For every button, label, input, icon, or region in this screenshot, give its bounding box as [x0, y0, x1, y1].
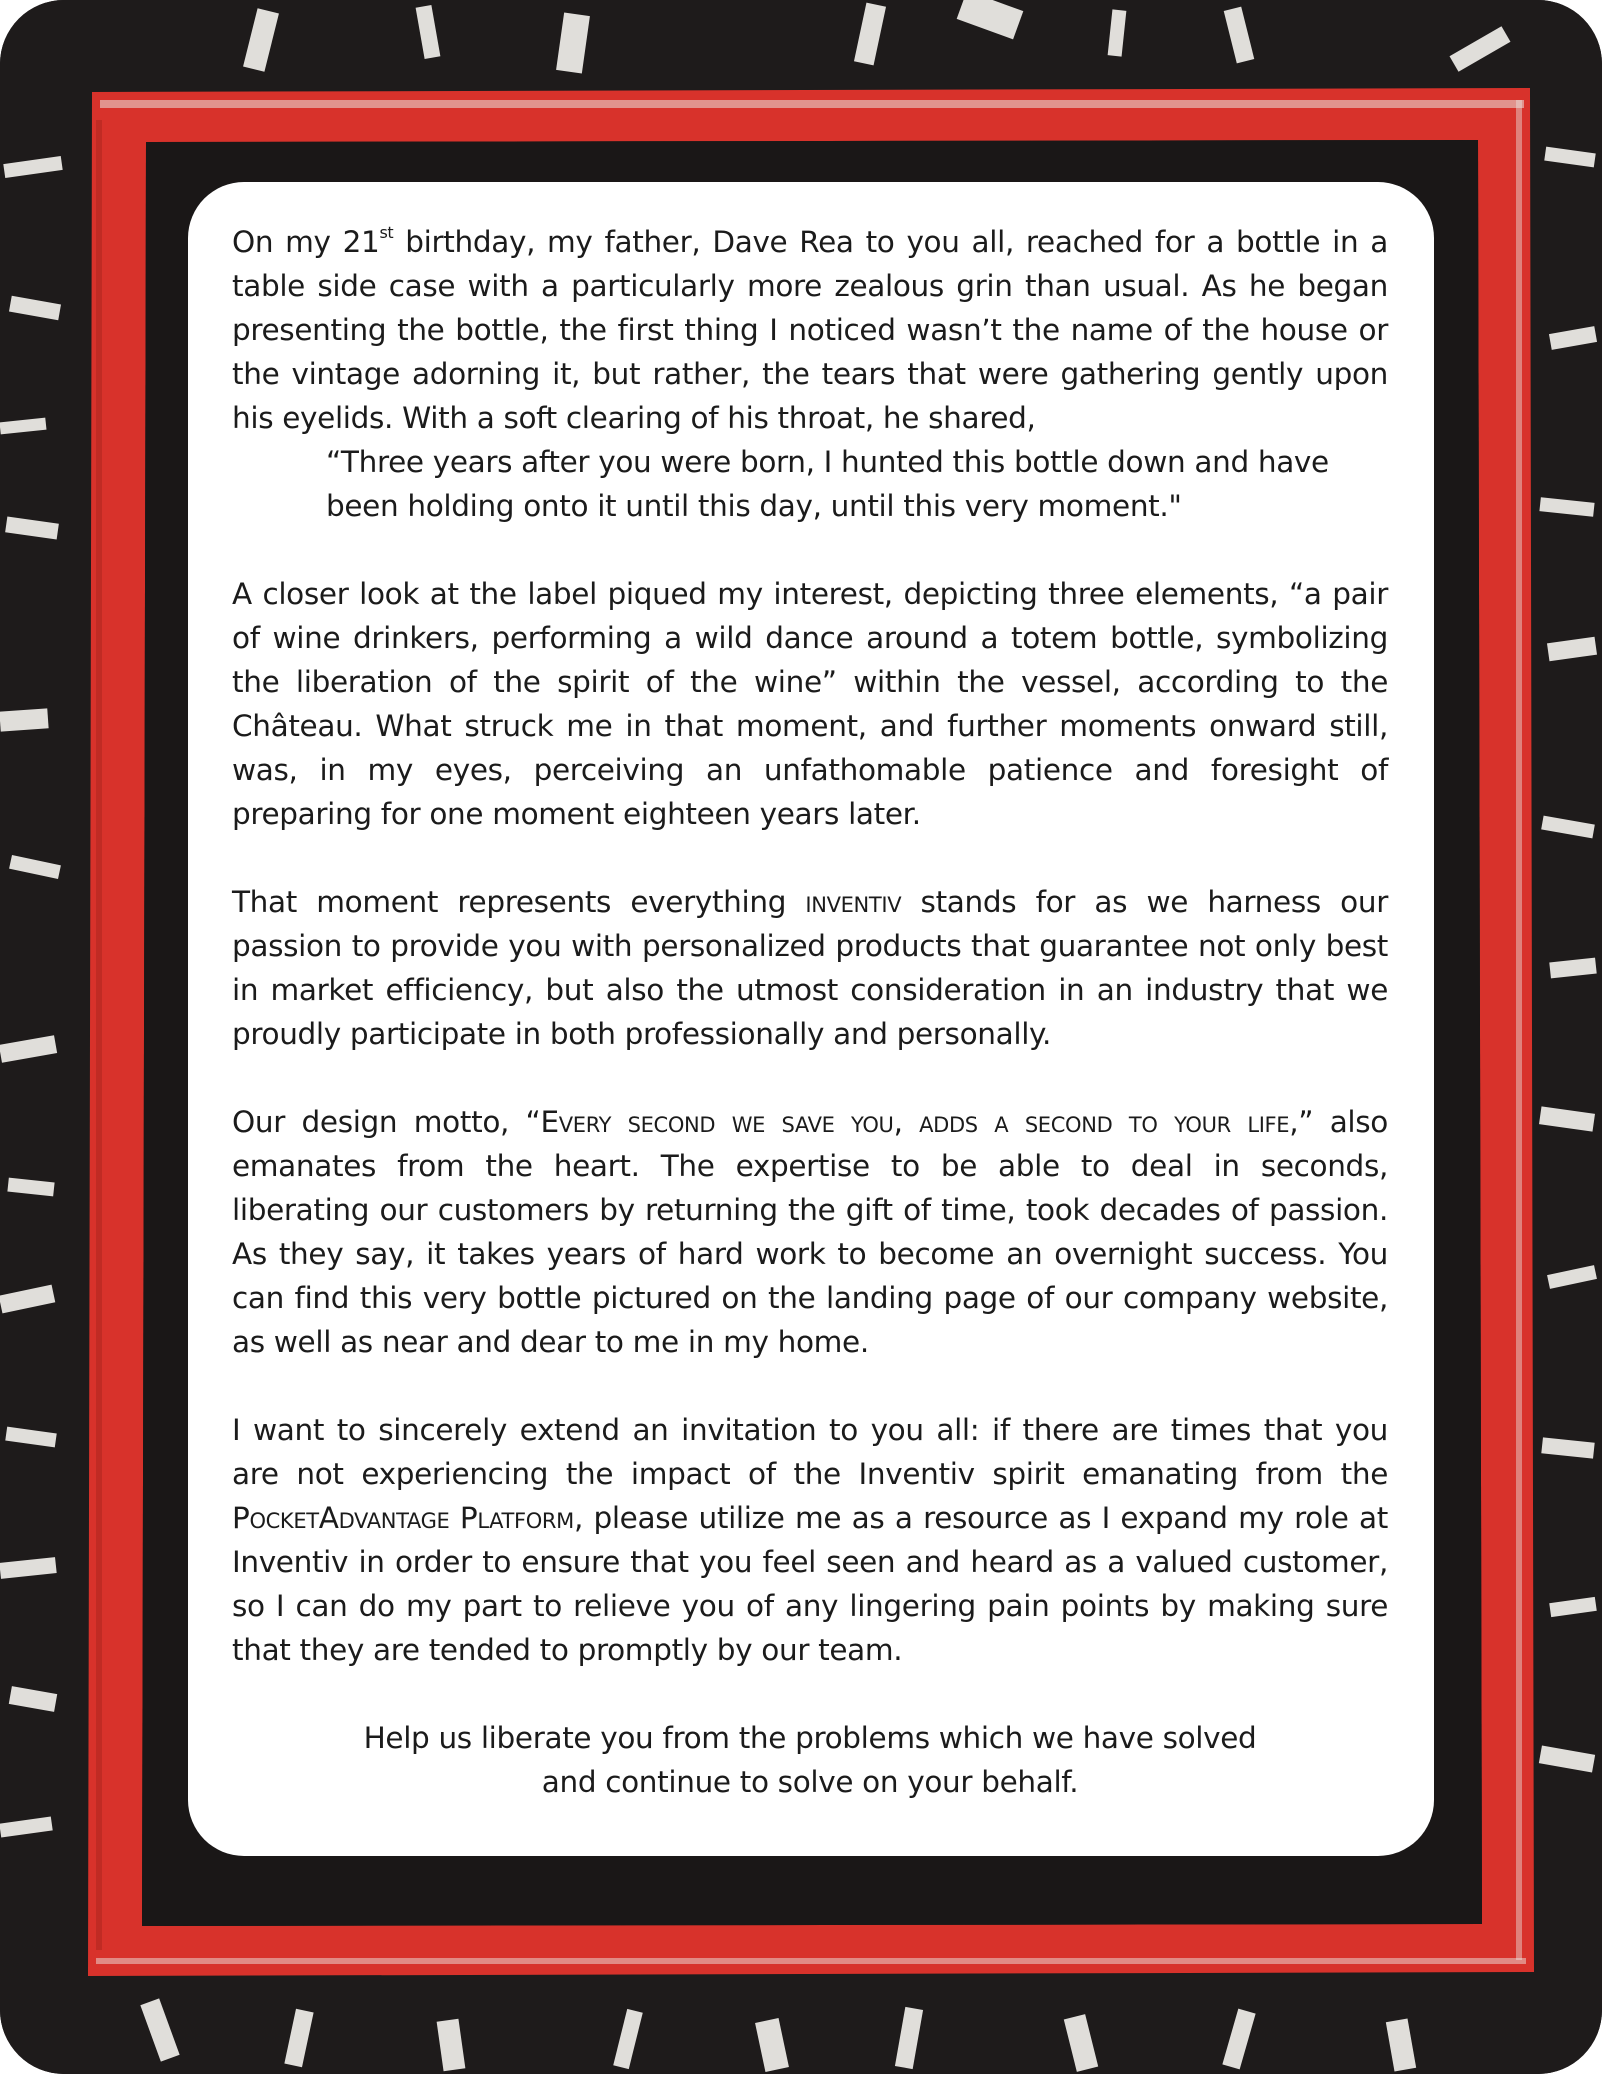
closing-line-1: Help us liberate you from the problems which we have solved — [363, 1721, 1257, 1755]
letter-card — [188, 182, 1434, 1856]
paragraph-motto-rest: ” also emanates from the heart. The expertise to be able to deal in seconds, liberating our customers by returning the gift of time, took decades of passion. As they say, it takes years of hard work to become an overnight success. You can find this very bottle pictured on the landing page of our company website, as well as near and dear to me in my home. — [232, 1105, 1388, 1359]
closing-line-2: and continue to solve on your behalf. — [541, 1765, 1079, 1799]
paragraph-birthday — [232, 220, 1388, 440]
platform-name: PocketAdvantage Platform — [232, 1501, 574, 1535]
paragraph-birthday-start: On my 21 — [232, 225, 380, 259]
closing-statement — [232, 1716, 1388, 1804]
paragraph-invitation-start: I want to sincerely extend an invitation to you all: if there are times that you are not experiencing the impact of the Inventiv spirit emanating from the — [232, 1413, 1388, 1491]
paragraph-invitation-rest: , please utilize me as a resource as I expand my role at Inventiv in order to ensure that you feel seen and heard as a valued customer, so I can do my part to relieve you of any lingering pain points by making sure that they are tended to promptly by our team. — [232, 1501, 1388, 1667]
paragraph-motto — [232, 1100, 1388, 1364]
paragraph-motto-start: Our design motto, “ — [232, 1105, 541, 1139]
paragraph-invitation — [232, 1408, 1388, 1672]
paragraph-mission — [232, 880, 1388, 1056]
design-motto: Every second we save you, adds a second to your life, — [540, 1105, 1299, 1139]
father-quote: “Three years after you were born, I hunted this bottle down and have been holding onto it until this day, until this very moment." — [326, 445, 1329, 523]
brand-name: inventiv — [805, 885, 902, 919]
paragraph-mission-rest: stands for as we harness our passion to provide you with personalized products that guarantee not only best in market efficiency, but also the utmost consideration in an industry that we proudly participate in both professionally and personally. — [232, 885, 1388, 1051]
paragraph-mission-start: That moment represents everything — [232, 885, 806, 919]
paragraph-birthday-rest: birthday, my father, Dave Rea to you all, reached for a bottle in a table side case with a particularly more zealous grin than usual. As he began presenting the bottle, the first thing I noticed wasn’t the name of the house or the vintage adorning it, but rather, the tears that were gathering gently upon his eyelids. With a soft clearing of his throat, he shared, — [232, 225, 1388, 435]
paragraph-label: A closer look at the label piqued my interest, depicting three elements, “a pair of wine drinkers, performing a wild dance around a totem bottle, symbolizing the liberation of the spirit of the wine” within the vessel, according to the Château. What struck me in that moment, and further moments onward still, was, in my eyes, perceiving an unfathomable patience and foresight of preparing for one moment eighteen years later. — [232, 577, 1388, 831]
ordinal-suffix: st — [379, 223, 394, 242]
